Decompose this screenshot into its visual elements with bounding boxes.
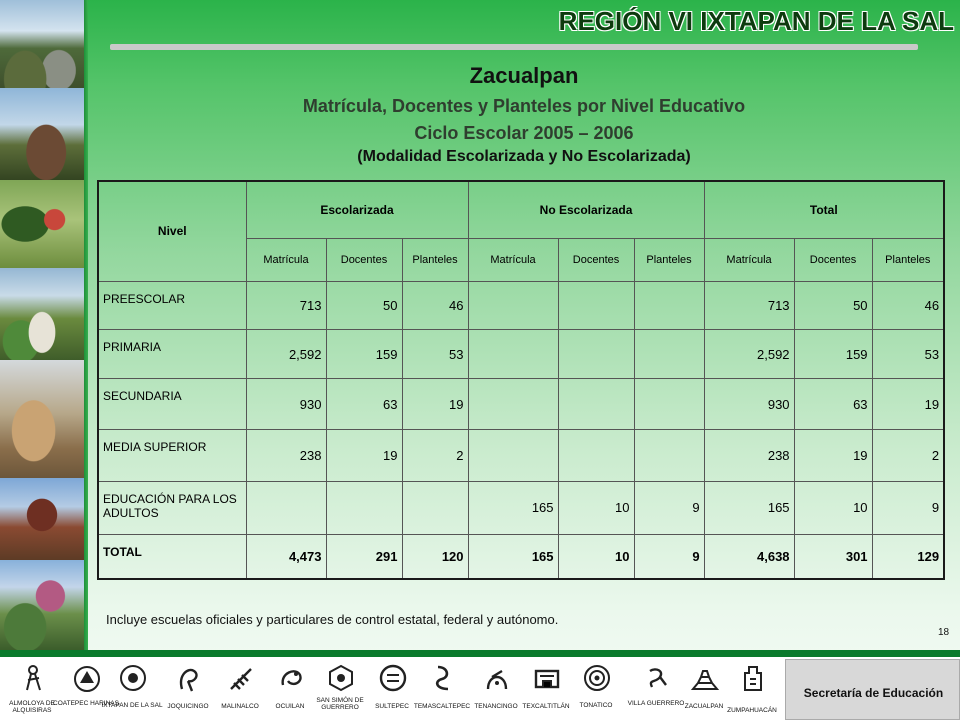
table-cell: 46 [402, 281, 468, 330]
secretaria-label: Secretaría de Educación [803, 686, 944, 700]
municipality-badge [518, 657, 574, 720]
texcaltitlan-glyph-icon [532, 663, 562, 693]
landscape-photo-2 [0, 88, 84, 180]
table-cell: 50 [326, 281, 402, 330]
table-cell: 713 [704, 281, 794, 330]
ocuilan-glyph-icon [276, 663, 306, 693]
table-cell: 10 [558, 534, 634, 579]
table-cell [634, 281, 704, 330]
table-cell [468, 281, 558, 330]
table-cell: 10 [558, 481, 634, 534]
municipality-label: ZACUALPAN [684, 703, 724, 710]
table-cell: 19 [326, 430, 402, 481]
table-cell: 53 [402, 330, 468, 379]
municipality-label: VILLA GUERRERO [627, 700, 685, 707]
municipality-label: TEXCALTITLÁN [522, 703, 570, 710]
row-label: TOTAL [98, 534, 246, 579]
table-cell: 9 [634, 534, 704, 579]
table-cell: 63 [794, 379, 872, 430]
row-label: PREESCOLAR [98, 281, 246, 330]
page-number: 18 [938, 627, 950, 638]
municipality-badge [568, 657, 624, 720]
municipality-label: ZUMPAHUACÁN [727, 707, 777, 714]
table-cell: 713 [246, 281, 326, 330]
municipality-label: OCUILAN [275, 703, 305, 710]
subheader-matricula: Matrícula [704, 238, 794, 281]
landscape-photo-5 [0, 360, 84, 478]
subheader-docentes: Docentes [794, 238, 872, 281]
table-row [98, 430, 944, 481]
table-cell: 2 [872, 430, 944, 481]
municipality-label: ALMOLOYA DE ALQUISIRAS [9, 700, 55, 714]
table-cell: 238 [246, 430, 326, 481]
table-cell: 50 [794, 281, 872, 330]
table-row [98, 534, 944, 579]
header-rule [110, 44, 918, 50]
footnote: Incluye escuelas oficiales y particulares de control estatal, federal y autónomo. [106, 612, 559, 627]
table-cell: 19 [794, 430, 872, 481]
municipality-label: TONATICO [579, 702, 613, 709]
table-cell: 2 [402, 430, 468, 481]
table-cell: 19 [872, 379, 944, 430]
municipality-title: Zacualpan [469, 63, 579, 88]
table-cell: 4,473 [246, 534, 326, 579]
table-cell: 291 [326, 534, 402, 579]
table-cell [558, 430, 634, 481]
table-cell [634, 379, 704, 430]
municipality-label: SAN SIMÓN DE GUERRERO [316, 697, 364, 711]
coatepec-glyph-icon [72, 663, 102, 693]
sultepec-glyph-icon [378, 663, 408, 693]
table-cell: 63 [326, 379, 402, 430]
municipality-label: TENANCINGO [474, 703, 518, 710]
table-cell: 2,592 [704, 330, 794, 379]
subheader-docentes: Docentes [326, 238, 402, 281]
villa-guerrero-glyph-icon [642, 663, 672, 693]
municipality-badge [101, 657, 163, 720]
table-cell: 129 [872, 534, 944, 579]
almoloya-glyph-icon [18, 663, 48, 693]
table-cell: 9 [872, 481, 944, 534]
table-cell: 301 [794, 534, 872, 579]
municipality-label: TEMASCALTEPEC [413, 703, 471, 710]
municipality-label: IXTAPAN DE LA SAL [101, 702, 163, 709]
table-body [98, 281, 944, 579]
table-row [98, 281, 944, 330]
table-row [98, 330, 944, 379]
table-cell: 165 [468, 481, 558, 534]
malinalco-glyph-icon [226, 663, 256, 693]
table-cell [468, 430, 558, 481]
municipality-badge [414, 657, 470, 720]
photo-strip [0, 0, 84, 650]
table-cell [558, 281, 634, 330]
subheader-planteles: Planteles [402, 238, 468, 281]
table-cell [468, 379, 558, 430]
municipality-badge [4, 657, 60, 720]
municipality-badge [160, 657, 216, 720]
table-cell: 120 [402, 534, 468, 579]
table-cell [402, 481, 468, 534]
joquicingo-glyph-icon [174, 663, 204, 693]
zacualpan-glyph-icon [690, 663, 720, 693]
municipality-label: JOQUICINGO [167, 703, 209, 710]
table-cell [634, 330, 704, 379]
subheader-planteles: Planteles [634, 238, 704, 281]
group-header-no-escolarizada: No Escolarizada [468, 181, 704, 238]
table-cell: 19 [402, 379, 468, 430]
table-cell: 2,592 [246, 330, 326, 379]
table-cell [558, 330, 634, 379]
table-cell [558, 379, 634, 430]
landscape-photo-3 [0, 180, 84, 268]
table-cell: 4,638 [704, 534, 794, 579]
municipality-badge [364, 657, 420, 720]
tonatico-glyph-icon [582, 663, 612, 693]
table-cell [468, 330, 558, 379]
table-row [98, 379, 944, 430]
region-title: REGIÓN VI IXTAPAN DE LA SAL [558, 6, 954, 36]
table-cell: 159 [794, 330, 872, 379]
landscape-photo-6 [0, 478, 84, 560]
table-cell [326, 481, 402, 534]
row-label: MEDIA SUPERIOR [98, 430, 246, 481]
row-label: EDUCACIÓN PARA LOS ADULTOS [98, 481, 246, 534]
landscape-photo-7 [0, 560, 84, 650]
ixtapan-glyph-icon [118, 663, 148, 693]
san-simon-glyph-icon [326, 663, 356, 693]
table-cell: 165 [468, 534, 558, 579]
municipality-badge [468, 657, 524, 720]
table-cell [246, 481, 326, 534]
subheader-matricula: Matrícula [246, 238, 326, 281]
cycle-title: Ciclo Escolar 2005 – 2006 [414, 123, 634, 143]
subheader-docentes: Docentes [558, 238, 634, 281]
table-cell: 159 [326, 330, 402, 379]
secretaria-box [785, 659, 960, 720]
table-cell: 10 [794, 481, 872, 534]
group-header-total: Total [704, 181, 944, 238]
row-label: PRIMARIA [98, 330, 246, 379]
table-row [98, 481, 944, 534]
municipality-badge [312, 657, 368, 720]
subheader-matricula: Matrícula [468, 238, 558, 281]
landscape-photo-1 [0, 0, 84, 88]
enrollment-table [97, 180, 945, 580]
municipality-badge [724, 657, 780, 720]
municipality-badge [212, 657, 268, 720]
table-cell: 238 [704, 430, 794, 481]
table-cell: 9 [634, 481, 704, 534]
municipality-label: COATEPEC HARINAS [53, 700, 119, 707]
municipality-label: MALINALCO [221, 703, 259, 710]
table-cell [634, 430, 704, 481]
temascaltepec-glyph-icon [428, 663, 458, 693]
tenancingo-glyph-icon [482, 663, 512, 693]
group-header-escolarizada: Escolarizada [246, 181, 468, 238]
subheader-planteles: Planteles [872, 238, 944, 281]
municipality-icons [0, 657, 785, 720]
table-cell: 930 [246, 379, 326, 430]
table-cell: 165 [704, 481, 794, 534]
bottom-rule [0, 650, 960, 657]
table-cell: 53 [872, 330, 944, 379]
municipality-label: SULTEPEC [375, 703, 409, 710]
nivel-header: Nivel [98, 181, 246, 281]
landscape-photo-4 [0, 268, 84, 360]
row-label: SECUNDARIA [98, 379, 246, 430]
main-title: Matrícula, Docentes y Planteles por Nivel Educativo [302, 96, 746, 116]
zumpahuacan-glyph-icon [738, 663, 768, 693]
modality-title: (Modalidad Escolarizada y No Escolarizada) [357, 148, 691, 165]
table-cell: 46 [872, 281, 944, 330]
table-cell: 930 [704, 379, 794, 430]
